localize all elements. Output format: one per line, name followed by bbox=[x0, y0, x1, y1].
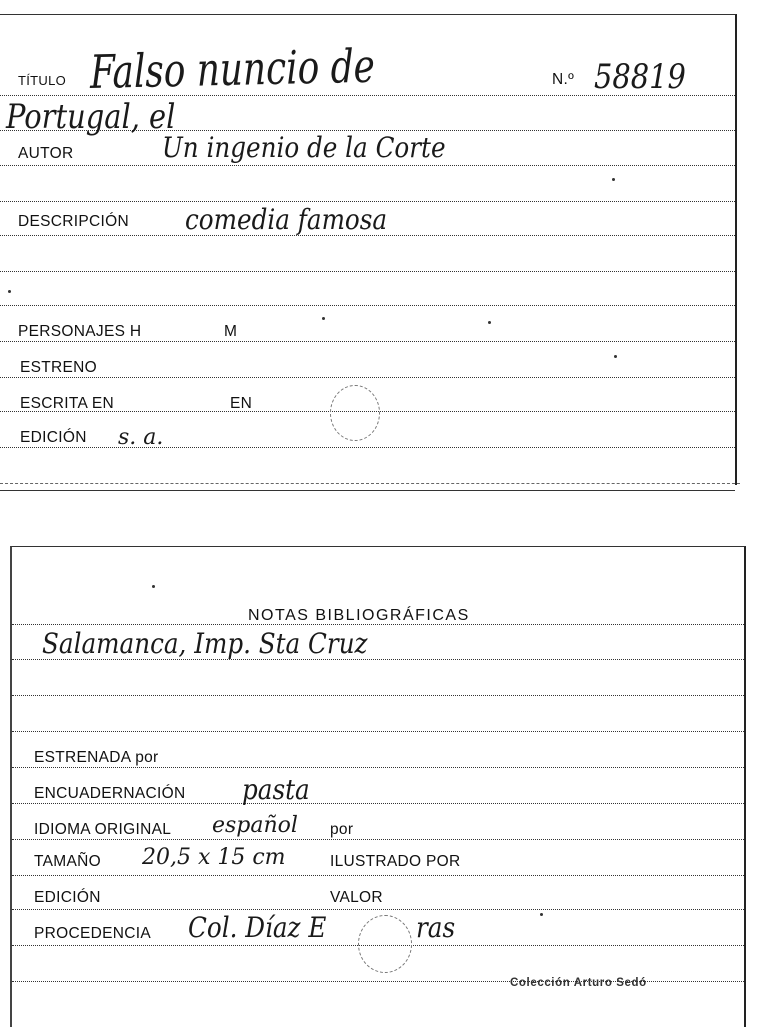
speck bbox=[612, 178, 615, 181]
rule-line bbox=[0, 305, 735, 306]
autor-value: Un ingenio de la Corte bbox=[162, 131, 446, 164]
titulo-value: Falso nuncio de bbox=[89, 38, 376, 99]
catalog-card-back bbox=[10, 546, 746, 1027]
rule-line bbox=[12, 767, 744, 768]
estrenada-label: ESTRENADA por bbox=[34, 749, 159, 766]
rule-line bbox=[12, 803, 744, 804]
notas-value: Salamanca, Imp. Sta Cruz bbox=[42, 627, 368, 660]
card-bottom-edge bbox=[0, 483, 740, 484]
ilustrado-label: ILUSTRADO POR bbox=[330, 853, 461, 870]
rule-line bbox=[12, 909, 744, 910]
speck bbox=[488, 321, 491, 324]
rule-line bbox=[12, 731, 744, 732]
descripcion-value: comedia famosa bbox=[185, 203, 388, 236]
estreno-label: ESTRENO bbox=[20, 359, 98, 376]
escrita-en-label: EN bbox=[230, 395, 253, 412]
speck bbox=[614, 355, 617, 358]
titulo-value-line2: Portugal, el bbox=[6, 97, 176, 137]
tamano-value: 20,5 x 15 cm bbox=[142, 845, 286, 870]
idioma-value: español bbox=[212, 813, 298, 838]
valor-label: VALOR bbox=[330, 889, 383, 906]
edicion-label: EDICIÓN bbox=[20, 429, 87, 446]
idioma-por-label: por bbox=[330, 821, 354, 838]
encuadernacion-label: ENCUADERNACIÓN bbox=[34, 785, 186, 802]
procedencia-value: Col. Díaz E bbox=[188, 911, 327, 944]
rule-line bbox=[0, 201, 735, 202]
numero-label: N.º bbox=[552, 71, 575, 88]
speck bbox=[540, 913, 543, 916]
escrita-label: ESCRITA EN bbox=[20, 395, 115, 412]
collection-credit: Colección Arturo Sedó bbox=[510, 977, 647, 989]
autor-label: AUTOR bbox=[18, 145, 74, 162]
descripcion-label: DESCRIPCIÓN bbox=[18, 213, 129, 230]
rule-line bbox=[0, 377, 735, 378]
edicion2-label: EDICIÓN bbox=[34, 889, 101, 906]
rule-line bbox=[0, 271, 735, 272]
titulo-label: TÍTULO bbox=[18, 73, 67, 88]
procedencia-value-end: ras bbox=[416, 911, 456, 944]
speck bbox=[8, 290, 11, 293]
rule-line bbox=[12, 839, 744, 840]
procedencia-label: PROCEDENCIA bbox=[34, 925, 151, 942]
rule-line bbox=[0, 341, 735, 342]
edicion-value: s. a. bbox=[118, 425, 164, 450]
personajes-label: PERSONAJES H bbox=[18, 323, 142, 340]
card-divider bbox=[0, 490, 735, 491]
notas-header: NOTAS BIBLIOGRÁFICAS bbox=[248, 607, 470, 624]
numero-value: 58819 bbox=[594, 57, 686, 97]
rule-line bbox=[12, 875, 744, 876]
tamano-label: TAMAÑO bbox=[34, 853, 101, 870]
idioma-label: IDIOMA ORIGINAL bbox=[34, 821, 172, 838]
encuadernacion-value: pasta bbox=[242, 773, 310, 806]
speck bbox=[152, 585, 155, 588]
catalog-card-front bbox=[0, 14, 737, 485]
rule-line bbox=[0, 447, 735, 448]
stamp-mark bbox=[358, 915, 412, 973]
speck bbox=[322, 317, 325, 320]
rule-line bbox=[12, 695, 744, 696]
stamp-mark bbox=[330, 385, 380, 441]
rule-line bbox=[0, 165, 735, 166]
personajes-m-label: M bbox=[224, 323, 238, 340]
